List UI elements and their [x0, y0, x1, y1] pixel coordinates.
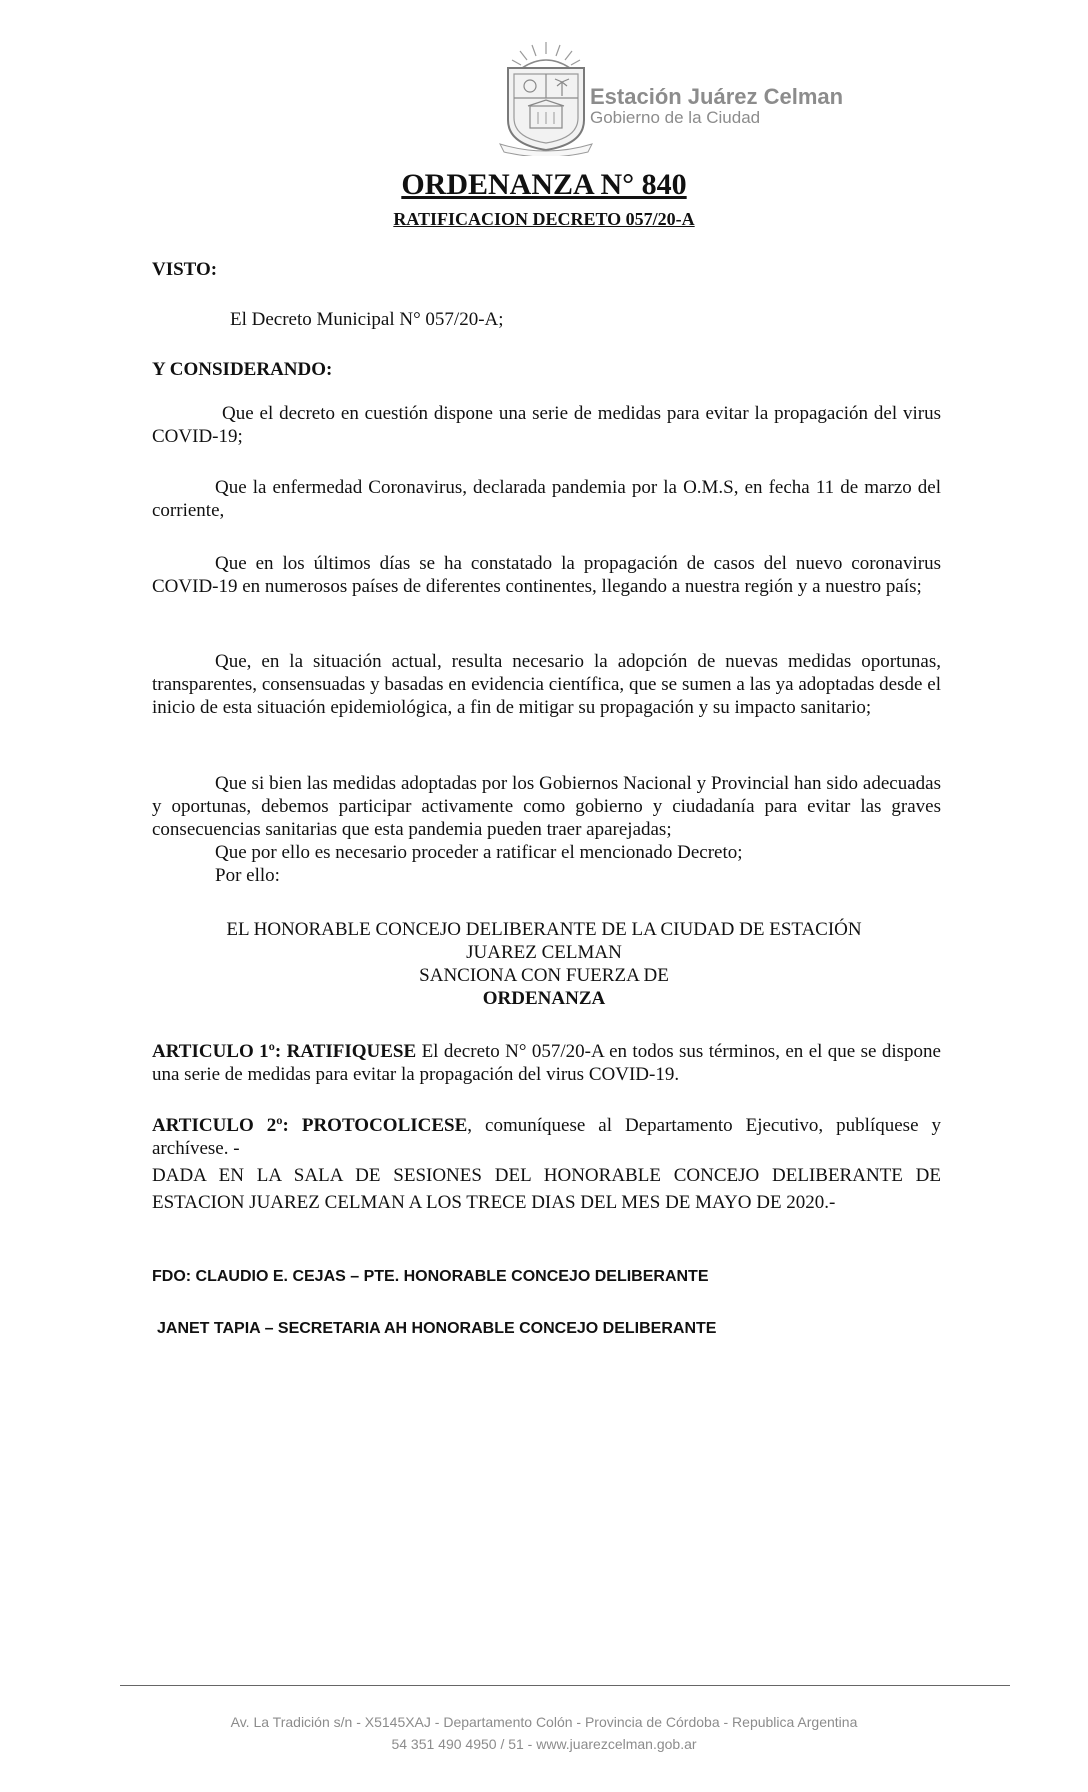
org-name: Estación Juárez Celman: [590, 84, 844, 109]
dada-statement: DADA EN LA SALA DE SESIONES DEL HONORABLE CONCEJO DELIBERANTE DE ESTACION JUAREZ CELMAN A LOS TRECE DIAS DEL MES DE MAYO DE 2020.-: [152, 1165, 941, 1213]
document-subtitle: RATIFICACION DECRETO 057/20-A: [393, 209, 695, 229]
article-1: [152, 1040, 941, 1086]
article-text: El decreto N° 057/20-A en todos sus términos, en el que se dispone una serie de medidas para evitar la propagación del virus COVID-19.: [152, 1041, 941, 1085]
signature-secretary: JANET TAPIA – SECRETARIA AH HONORABLE CONCEJO DELIBERANTE: [157, 1320, 717, 1337]
considerando-heading: Y CONSIDERANDO:: [152, 359, 333, 380]
footer-divider: [120, 1685, 1010, 1686]
declaration-line: EL HONORABLE CONCEJO DELIBERANTE DE LA CIUDAD DE ESTACIÓN: [226, 919, 862, 940]
declaration-ordenanza: ORDENANZA: [482, 988, 606, 1009]
signature-president: FDO: CLAUDIO E. CEJAS – PTE. HONORABLE CONCEJO DELIBERANTE: [152, 1268, 709, 1285]
footer-address: Av. La Tradición s/n - X5145XAJ - Departamento Colón - Provincia de Córdoba - Republica Argentina: [230, 1714, 858, 1730]
considerando-paragraph: Que el decreto en cuestión dispone una serie de medidas para evitar la propagación del virus COVID-19;: [152, 403, 941, 447]
declaration-line: JUAREZ CELMAN: [466, 942, 622, 963]
considerando-paragraph: Que en los últimos días se ha constatado la propagación de casos del nuevo coronavirus COVID-19 en numerosos países de diferentes continentes, llegando a nuestra región y a nuestro país;: [152, 553, 941, 597]
document-title: ORDENANZA N° 840: [401, 168, 687, 201]
sanction-declaration: [0, 918, 1088, 1010]
considerando-paragraph: Que, en la situación actual, resulta necesario la adopción de nuevas medidas oportunas, transparentes, consensuadas y basadas en evidencia científica, que se sumen a las ya adoptadas desde el inicio de esta situación epidemiológica, a fin de mitigar su propagación y su impacto sanitario;: [152, 651, 941, 718]
article-verb: PROTOCOLICESE: [301, 1115, 468, 1136]
considerando-block: [152, 772, 941, 887]
article-2: [152, 1114, 941, 1160]
considerando-paragraph: Que si bien las medidas adoptadas por los Gobiernos Nacional y Provincial han sido adecuadas y oportunas, debemos participar activamente como gobierno y ciudadanía para evitar las graves consecuencias sanitarias que esta pandemia pueden traer aparejadas;: [152, 773, 941, 840]
declaration-line: SANCIONA CON FUERZA DE: [419, 965, 669, 986]
article-text: , comuníquese al Departamento Ejecutivo, publíquese y archívese. -: [152, 1115, 941, 1159]
org-subtitle: Gobierno de la Ciudad: [590, 108, 761, 127]
footer-contact: 54 351 490 4950 / 51 - www.juarezcelman.gob.ar: [391, 1736, 697, 1752]
visto-heading: VISTO:: [152, 259, 218, 280]
visto-text: El Decreto Municipal N° 057/20-A;: [230, 309, 504, 330]
municipal-crest-logo: [494, 40, 598, 156]
por-ello: Por ello:: [215, 865, 280, 886]
considerando-paragraph: Que la enfermedad Coronavirus, declarada pandemia por la O.M.S, en fecha 11 de marzo del corriente,: [152, 477, 941, 521]
article-label: ARTICULO 1º:: [152, 1041, 282, 1062]
article-label: ARTICULO 2º:: [152, 1115, 289, 1136]
por-ello-line: Que por ello es necesario proceder a ratificar el mencionado Decreto;: [215, 842, 743, 863]
article-verb: RATIFIQUESE: [286, 1041, 417, 1062]
